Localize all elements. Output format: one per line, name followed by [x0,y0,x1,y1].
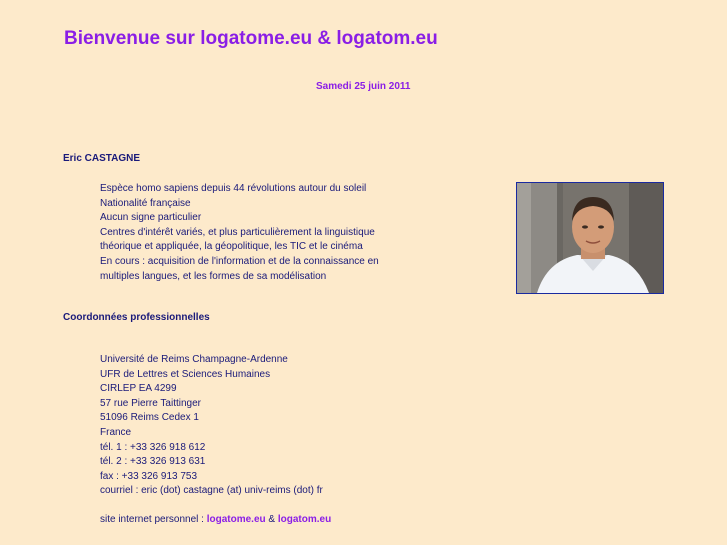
page-title: Bienvenue sur logatome.eu & logatom.eu [64,28,438,49]
contact-heading: Coordonnées professionnelles [63,312,210,323]
profile-line: Aucun signe particulier [100,212,202,224]
logatom-link[interactable]: logatom.eu [277,514,332,525]
portrait-photo [516,182,664,294]
contact-line: France [100,426,132,438]
page-date: Samedi 25 juin 2011 [316,81,411,92]
profile-line: Espèce homo sapiens depuis 44 révolutions autour du soleil [100,183,367,194]
profile-line: En cours : acquisition de l'information et de la connaissance en [100,255,379,267]
link-separator: & [265,514,278,525]
profile-line: théorique et appliquée, la géopolitique, les TIC et le cinéma [100,241,363,253]
profile-line: Nationalité française [100,197,191,209]
contact-line: tél. 2 : +33 326 913 631 [100,456,206,468]
contact-line: Université de Reims Champagne-Ardenne [100,354,288,365]
contact-line: 51096 Reims Cedex 1 [100,412,199,424]
profile-name: Eric CASTAGNE [63,153,141,164]
contact-line: UFR de Lettres et Sciences Humaines [100,368,271,380]
personal-site-label: site internet personnel : [100,514,207,525]
personal-site-line [100,513,331,528]
contact-line: courriel : eric (dot) castagne (at) univ-reims (dot) fr [100,485,323,497]
contact-line: tél. 1 : +33 326 918 612 [100,441,206,453]
profile-line: Centres d'intérêt variés, et plus particulièrement la linguistique [100,226,375,238]
contact-address [100,353,323,499]
contact-line: CIRLEP EA 4299 [100,383,177,395]
logatome-link[interactable]: logatome.eu [206,514,266,525]
contact-line: 57 rue Pierre Taittinger [100,397,201,409]
profile-description [100,182,379,284]
profile-line: multiples langues, et les formes de sa modélisation [100,270,327,282]
contact-line: fax : +33 326 913 753 [100,470,198,482]
